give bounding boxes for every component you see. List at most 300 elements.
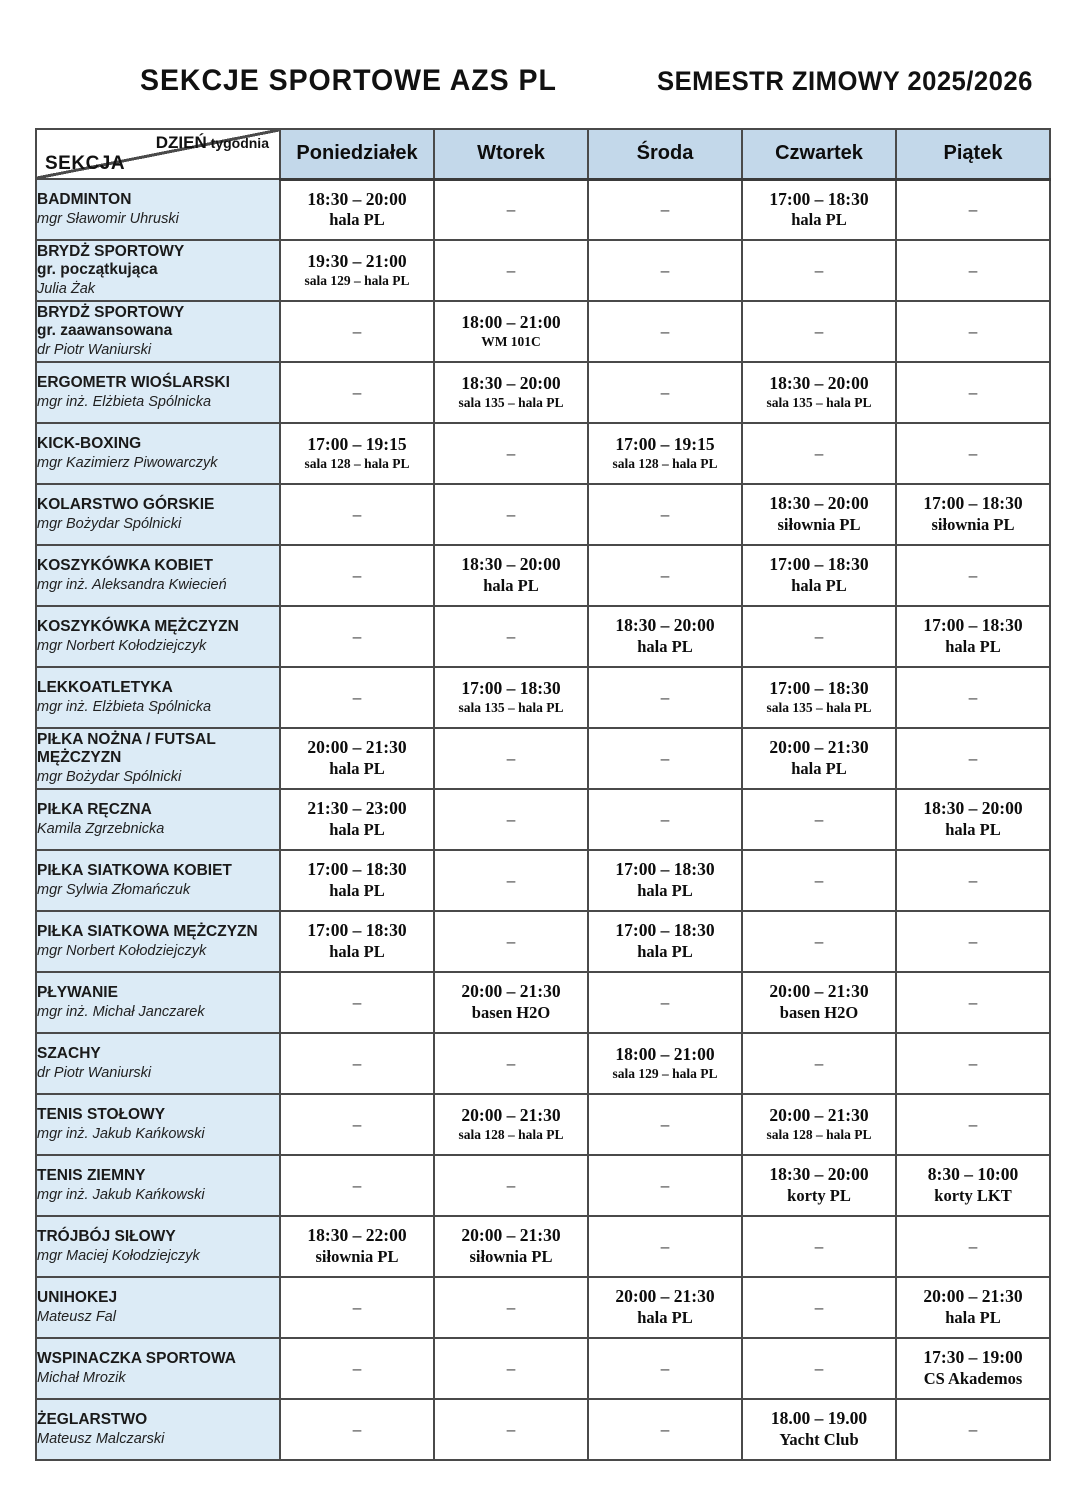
slot-cell — [588, 1277, 742, 1338]
section-name: PŁYWANIE — [37, 984, 118, 1002]
table-row — [36, 1277, 1050, 1338]
empty-slot-dash: – — [506, 1297, 516, 1317]
slot-time: 17:00 – 18:30 — [307, 859, 407, 880]
slot-cell — [742, 667, 896, 728]
slot-place: sala 128 – hala PL — [612, 456, 718, 471]
day-header-5: Piątek — [896, 129, 1050, 179]
empty-slot-dash: – — [660, 382, 670, 402]
slot-cell — [434, 423, 588, 484]
section-cell — [36, 362, 280, 423]
empty-slot-dash: – — [352, 565, 362, 585]
slot-place: hala PL — [483, 576, 539, 596]
slot-time: 18:30 – 20:00 — [923, 798, 1023, 819]
slot-time: 20:00 – 21:30 — [769, 1105, 869, 1126]
empty-slot-dash: – — [660, 321, 670, 341]
slot-cell — [588, 1338, 742, 1399]
slot-cell — [280, 484, 434, 545]
section-name: ERGOMETR WIOŚLARSKI — [37, 374, 230, 392]
slot-time: 21:30 – 23:00 — [307, 798, 407, 819]
slot-cell — [588, 301, 742, 362]
schedule-table-body — [36, 179, 1050, 1460]
table-row — [36, 667, 1050, 728]
empty-slot-dash: – — [660, 748, 670, 768]
slot-cell — [896, 667, 1050, 728]
slot-cell — [896, 606, 1050, 667]
instructor-name: Mateusz Malczarski — [37, 1430, 165, 1447]
schedule-table-header — [36, 129, 1050, 179]
slot-cell — [896, 1033, 1050, 1094]
slot-place: CS Akademos — [923, 1369, 1023, 1389]
slot-cell — [896, 1216, 1050, 1277]
slot-time: 17:00 – 18:30 — [461, 678, 561, 699]
slot-time: 17:00 – 18:30 — [615, 920, 715, 941]
slot-cell — [434, 1155, 588, 1216]
section-cell — [36, 789, 280, 850]
section-cell — [36, 179, 280, 240]
instructor-name: Michał Mrozik — [37, 1369, 126, 1386]
slot-cell — [588, 423, 742, 484]
slot-place: korty LKT — [934, 1186, 1012, 1206]
slot-cell — [742, 301, 896, 362]
slot-time: 17:30 – 19:00 — [923, 1347, 1023, 1368]
slot-time: 18.00 – 19.00 — [770, 1408, 868, 1429]
empty-slot-dash: – — [660, 687, 670, 707]
table-row — [36, 1033, 1050, 1094]
section-name: WSPINACZKA SPORTOWA — [37, 1350, 236, 1368]
empty-slot-dash: – — [506, 443, 516, 463]
slot-place: hala PL — [329, 759, 385, 779]
header-row — [36, 129, 1050, 179]
section-cell — [36, 850, 280, 911]
slot-cell — [434, 911, 588, 972]
slot-cell — [896, 362, 1050, 423]
empty-slot-dash: – — [814, 931, 824, 951]
page-title-sections: SEKCJE SPORTOWE AZS PL — [140, 64, 557, 97]
slot-place: sala 135 – hala PL — [766, 395, 872, 410]
slot-place: siłownia PL — [931, 515, 1015, 535]
section-name: MĘŻCZYZN — [37, 749, 122, 767]
slot-cell — [742, 1338, 896, 1399]
instructor-name: mgr Bożydar Spólnicki — [37, 768, 182, 785]
slot-cell — [742, 484, 896, 545]
slot-cell — [742, 362, 896, 423]
slot-time: 18:00 – 21:00 — [615, 1044, 715, 1065]
table-row — [36, 728, 1050, 789]
section-name: KOLARSTWO GÓRSKIE — [37, 496, 215, 514]
slot-cell — [280, 606, 434, 667]
section-name: BADMINTON — [37, 191, 132, 209]
slot-cell — [280, 1399, 434, 1460]
instructor-name: Mateusz Fal — [37, 1308, 116, 1325]
empty-slot-dash: – — [352, 1175, 362, 1195]
empty-slot-dash: – — [660, 1419, 670, 1439]
slot-place: sala 135 – hala PL — [766, 700, 872, 715]
slot-cell — [434, 728, 588, 789]
empty-slot-dash: – — [814, 1236, 824, 1256]
day-header-4: Czwartek — [742, 129, 896, 179]
slot-time: 17:00 – 18:30 — [923, 615, 1023, 636]
instructor-name: dr Piotr Waniurski — [37, 341, 152, 358]
corner-section-label: SEKCJA — [45, 153, 126, 174]
slot-place: hala PL — [637, 881, 693, 901]
empty-slot-dash: – — [814, 870, 824, 890]
section-cell — [36, 667, 280, 728]
slot-cell — [896, 789, 1050, 850]
instructor-name: mgr inż. Michał Janczarek — [37, 1003, 205, 1020]
slot-cell — [742, 972, 896, 1033]
slot-cell — [280, 667, 434, 728]
slot-cell — [896, 484, 1050, 545]
slot-time: 8:30 – 10:00 — [927, 1164, 1019, 1185]
slot-time: 20:00 – 21:30 — [307, 737, 407, 758]
day-header-2: Wtorek — [434, 129, 588, 179]
slot-cell — [588, 850, 742, 911]
slot-place: hala PL — [791, 210, 847, 230]
empty-slot-dash: – — [506, 1419, 516, 1439]
section-cell — [36, 423, 280, 484]
empty-slot-dash: – — [352, 382, 362, 402]
empty-slot-dash: – — [506, 931, 516, 951]
section-cell — [36, 606, 280, 667]
slot-cell — [588, 484, 742, 545]
instructor-name: mgr inż. Aleksandra Kwiecień — [37, 576, 227, 593]
slot-cell — [434, 1399, 588, 1460]
slot-cell — [434, 1338, 588, 1399]
section-name: BRYDŻ SPORTOWY — [37, 243, 185, 261]
slot-cell — [896, 911, 1050, 972]
slot-cell — [434, 484, 588, 545]
slot-cell — [896, 850, 1050, 911]
page-title — [0, 0, 1080, 98]
slot-place: hala PL — [637, 637, 693, 657]
slot-cell — [280, 1155, 434, 1216]
slot-cell — [434, 1277, 588, 1338]
slot-cell — [742, 728, 896, 789]
slot-place: sala 135 – hala PL — [458, 700, 564, 715]
section-name: KICK-BOXING — [37, 435, 142, 453]
section-name: BRYDŻ SPORTOWY — [37, 304, 185, 322]
slot-cell — [280, 1216, 434, 1277]
slot-cell — [280, 972, 434, 1033]
slot-time: 19:30 – 21:00 — [307, 251, 407, 272]
empty-slot-dash: – — [968, 382, 978, 402]
instructor-name: dr Piotr Waniurski — [37, 1064, 152, 1081]
instructor-name: mgr Kazimierz Piwowarczyk — [37, 454, 218, 471]
instructor-name: mgr Maciej Kołodziejczyk — [37, 1247, 200, 1264]
slot-time: 20:00 – 21:30 — [769, 981, 869, 1002]
slot-time: 17:00 – 18:30 — [769, 188, 869, 209]
section-name: LEKKOATLETYKA — [37, 679, 173, 697]
table-row — [36, 179, 1050, 240]
slot-cell — [588, 545, 742, 606]
schedule-table — [35, 128, 1051, 1461]
slot-cell — [896, 972, 1050, 1033]
empty-slot-dash: – — [968, 1114, 978, 1134]
slot-place: sala 135 – hala PL — [458, 395, 564, 410]
section-cell — [36, 545, 280, 606]
table-row — [36, 1216, 1050, 1277]
section-cell — [36, 728, 280, 789]
instructor-name: mgr Bożydar Spólnicki — [37, 515, 182, 532]
slot-cell — [742, 789, 896, 850]
slot-cell — [742, 240, 896, 301]
slot-place: hala PL — [329, 210, 385, 230]
empty-slot-dash: – — [968, 321, 978, 341]
slot-cell — [588, 1033, 742, 1094]
slot-place: hala PL — [637, 1308, 693, 1328]
slot-place: sala 128 – hala PL — [458, 1127, 564, 1142]
corner-day-label: DZIEŃ tygodnia — [155, 133, 269, 152]
slot-cell — [896, 1155, 1050, 1216]
empty-slot-dash: – — [352, 504, 362, 524]
section-name: SZACHY — [37, 1045, 101, 1063]
slot-time: 17:00 – 18:30 — [923, 493, 1023, 514]
empty-slot-dash: – — [352, 1358, 362, 1378]
slot-time: 18:30 – 20:00 — [769, 493, 869, 514]
slot-cell — [742, 1399, 896, 1460]
empty-slot-dash: – — [660, 1114, 670, 1134]
slot-place: basen H2O — [471, 1003, 551, 1023]
section-cell — [36, 1155, 280, 1216]
instructor-name: mgr Sławomir Uhruski — [37, 210, 179, 227]
slot-time: 20:00 – 21:30 — [769, 737, 869, 758]
empty-slot-dash: – — [506, 626, 516, 646]
empty-slot-dash: – — [352, 1053, 362, 1073]
section-name: PIŁKA SIATKOWA KOBIET — [37, 862, 232, 880]
empty-slot-dash: – — [968, 199, 978, 219]
table-row — [36, 545, 1050, 606]
slot-cell — [434, 301, 588, 362]
slot-cell — [280, 1338, 434, 1399]
slot-cell — [280, 728, 434, 789]
slot-cell — [742, 850, 896, 911]
slot-cell — [280, 789, 434, 850]
slot-place: sala 129 – hala PL — [612, 1066, 718, 1081]
empty-slot-dash: – — [814, 1297, 824, 1317]
slot-cell — [896, 545, 1050, 606]
slot-time: 18:30 – 20:00 — [461, 373, 561, 394]
slot-cell — [280, 1033, 434, 1094]
empty-slot-dash: – — [968, 1236, 978, 1256]
table-row — [36, 606, 1050, 667]
slot-time: 20:00 – 21:30 — [461, 981, 561, 1002]
section-name: KOSZYKÓWKA MĘŻCZYZN — [37, 618, 239, 636]
slot-cell — [742, 1277, 896, 1338]
section-cell — [36, 1033, 280, 1094]
slot-cell — [896, 179, 1050, 240]
slot-cell — [742, 423, 896, 484]
slot-cell — [280, 301, 434, 362]
table-row — [36, 850, 1050, 911]
empty-slot-dash: – — [814, 809, 824, 829]
empty-slot-dash: – — [968, 565, 978, 585]
empty-slot-dash: – — [506, 1358, 516, 1378]
day-header-1: Poniedziałek — [280, 129, 434, 179]
instructor-name: Julia Żak — [37, 280, 96, 297]
slot-cell — [434, 362, 588, 423]
slot-place: Yacht Club — [779, 1430, 859, 1450]
slot-time: 17:00 – 18:30 — [769, 678, 869, 699]
section-cell — [36, 911, 280, 972]
slot-cell — [434, 1033, 588, 1094]
slot-cell — [588, 911, 742, 972]
slot-time: 18:30 – 20:00 — [615, 615, 715, 636]
page-title-semester: SEMESTR ZIMOWY 2025/2026 — [656, 66, 1033, 96]
slot-cell — [588, 972, 742, 1033]
section-cell — [36, 1216, 280, 1277]
slot-place: siłownia PL — [315, 1247, 399, 1267]
empty-slot-dash: – — [506, 199, 516, 219]
section-name: TRÓJBÓJ SIŁOWY — [37, 1228, 176, 1246]
slot-time: 18:30 – 20:00 — [461, 554, 561, 575]
slot-cell — [588, 1216, 742, 1277]
slot-time: 17:00 – 19:15 — [615, 434, 715, 455]
section-cell — [36, 1277, 280, 1338]
section-cell — [36, 972, 280, 1033]
slot-cell — [434, 850, 588, 911]
instructor-name: mgr Sylwia Złomańczuk — [37, 881, 191, 898]
section-cell — [36, 1094, 280, 1155]
section-name: UNIHOKEJ — [37, 1289, 118, 1307]
empty-slot-dash: – — [506, 260, 516, 280]
slot-time: 18:30 – 20:00 — [769, 1164, 869, 1185]
empty-slot-dash: – — [352, 992, 362, 1012]
table-row — [36, 1399, 1050, 1460]
slot-cell — [588, 179, 742, 240]
slot-cell — [280, 240, 434, 301]
day-header-3: Środa — [588, 129, 742, 179]
empty-slot-dash: – — [660, 809, 670, 829]
slot-cell — [588, 728, 742, 789]
empty-slot-dash: – — [506, 1175, 516, 1195]
slot-place: sala 129 – hala PL — [304, 273, 410, 288]
empty-slot-dash: – — [660, 1236, 670, 1256]
instructor-name: mgr Norbert Kołodziejczyk — [37, 637, 207, 654]
empty-slot-dash: – — [660, 992, 670, 1012]
slot-place: korty PL — [787, 1186, 851, 1206]
table-row — [36, 1094, 1050, 1155]
slot-place: sala 128 – hala PL — [304, 456, 410, 471]
slot-place: hala PL — [945, 820, 1001, 840]
slot-place: basen H2O — [779, 1003, 859, 1023]
empty-slot-dash: – — [660, 1358, 670, 1378]
slot-cell — [896, 301, 1050, 362]
corner-cell — [36, 129, 280, 179]
empty-slot-dash: – — [352, 687, 362, 707]
empty-slot-dash: – — [814, 260, 824, 280]
empty-slot-dash: – — [968, 1419, 978, 1439]
section-name: gr. początkująca — [37, 261, 158, 279]
slot-time: 18:00 – 21:00 — [461, 312, 561, 333]
slot-cell — [434, 240, 588, 301]
slot-cell — [280, 850, 434, 911]
empty-slot-dash: – — [660, 504, 670, 524]
empty-slot-dash: – — [352, 1419, 362, 1439]
slot-cell — [742, 1155, 896, 1216]
slot-time: 18:30 – 20:00 — [307, 188, 407, 209]
empty-slot-dash: – — [506, 748, 516, 768]
slot-time: 17:00 – 18:30 — [769, 554, 869, 575]
slot-time: 17:00 – 18:30 — [307, 920, 407, 941]
slot-place: hala PL — [945, 637, 1001, 657]
slot-place: siłownia PL — [469, 1247, 553, 1267]
slot-cell — [896, 1399, 1050, 1460]
slot-cell — [434, 1094, 588, 1155]
instructor-name: mgr inż. Jakub Kańkowski — [37, 1125, 205, 1142]
slot-cell — [742, 1094, 896, 1155]
slot-cell — [434, 606, 588, 667]
table-row — [36, 911, 1050, 972]
instructor-name: mgr inż. Elżbieta Spólnicka — [37, 698, 212, 715]
slot-cell — [896, 1094, 1050, 1155]
slot-place: hala PL — [945, 1308, 1001, 1328]
section-name: ŻEGLARSTWO — [37, 1411, 148, 1429]
slot-cell — [742, 545, 896, 606]
table-row — [36, 789, 1050, 850]
empty-slot-dash: – — [968, 443, 978, 463]
table-row — [36, 1155, 1050, 1216]
slot-cell — [434, 789, 588, 850]
slot-cell — [742, 1033, 896, 1094]
slot-cell — [280, 1094, 434, 1155]
section-name: PIŁKA SIATKOWA MĘŻCZYZN — [37, 923, 258, 941]
slot-place: hala PL — [329, 881, 385, 901]
section-name: TENIS ZIEMNY — [37, 1167, 146, 1185]
empty-slot-dash: – — [506, 1053, 516, 1073]
slot-time: 20:00 – 21:30 — [461, 1225, 561, 1246]
empty-slot-dash: – — [352, 321, 362, 341]
empty-slot-dash: – — [968, 260, 978, 280]
slot-cell — [588, 362, 742, 423]
slot-cell — [742, 179, 896, 240]
slot-cell — [434, 545, 588, 606]
slot-cell — [742, 606, 896, 667]
slot-cell — [280, 179, 434, 240]
table-row — [36, 1338, 1050, 1399]
slot-cell — [896, 1277, 1050, 1338]
slot-cell — [742, 1216, 896, 1277]
empty-slot-dash: – — [968, 992, 978, 1012]
section-cell — [36, 240, 280, 301]
slot-cell — [434, 179, 588, 240]
empty-slot-dash: – — [352, 1297, 362, 1317]
slot-time: 20:00 – 21:30 — [923, 1286, 1023, 1307]
slot-cell — [280, 362, 434, 423]
slot-place: hala PL — [791, 759, 847, 779]
empty-slot-dash: – — [814, 626, 824, 646]
table-row — [36, 972, 1050, 1033]
slot-cell — [896, 240, 1050, 301]
slot-cell — [280, 1277, 434, 1338]
slot-cell — [280, 911, 434, 972]
slot-cell — [434, 1216, 588, 1277]
empty-slot-dash: – — [660, 199, 670, 219]
slot-time: 20:00 – 21:30 — [461, 1105, 561, 1126]
section-cell — [36, 484, 280, 545]
section-name: PIŁKA NOŻNA / FUTSAL — [37, 731, 216, 749]
section-name: TENIS STOŁOWY — [37, 1106, 166, 1124]
empty-slot-dash: – — [506, 809, 516, 829]
empty-slot-dash: – — [968, 1053, 978, 1073]
empty-slot-dash: – — [968, 687, 978, 707]
empty-slot-dash: – — [352, 1114, 362, 1134]
slot-cell — [588, 789, 742, 850]
instructor-name: mgr Norbert Kołodziejczyk — [37, 942, 207, 959]
section-name: gr. zaawansowana — [37, 322, 173, 340]
section-cell — [36, 1338, 280, 1399]
section-cell — [36, 301, 280, 362]
slot-place: hala PL — [329, 820, 385, 840]
